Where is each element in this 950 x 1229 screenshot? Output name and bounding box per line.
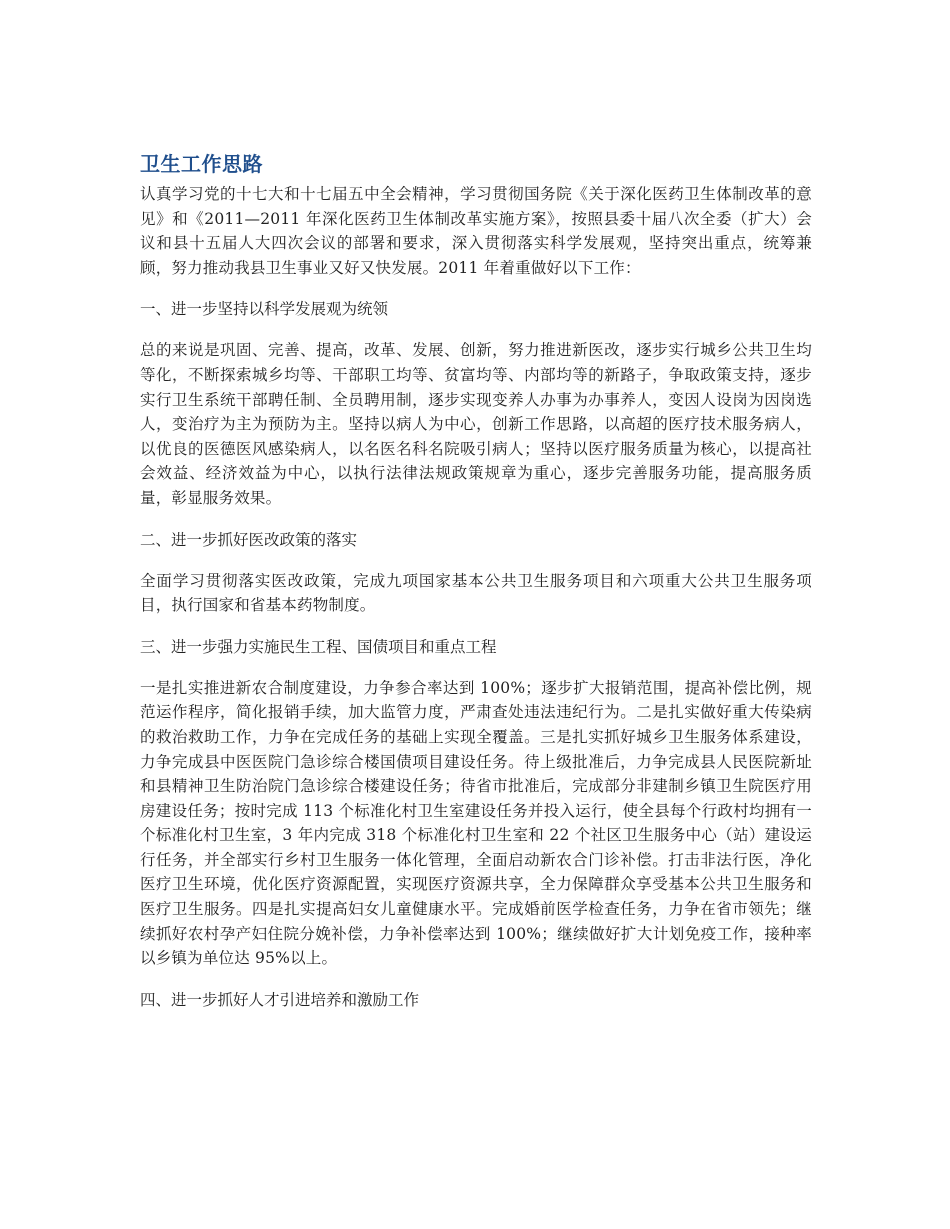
section-4 [140,988,812,1012]
section-heading: 三、进一步强力实施民生工程、国债项目和重点工程 [140,637,497,656]
section-body: 一是扎实推进新农合制度建设，力争参合率达到 100%；逐步扩大报销范围，提高补偿比例，规范运作程序，简化报销手续，加大监管力度，严肃查处违法违纪行为。二是扎实做好重大传染病的救治救助工作，力争在完成任务的基础上实现全覆盖。三是扎实抓好城乡卫生服务体系建设，力争完成县中医医院门急诊综合楼国债项目建设任务。待上级批准后，力争完成县人民医院新址和县精神卫生防治院门急诊综合楼建设任务；待省市批准后，完成部分非建制乡镇卫生院医疗用房建设任务；按时完成 113 个标准化村卫生室建设任务并投入运行，使全县每个行政村均拥有一个标准化村卫生室，3 年内完成 318 个标准化村卫生室和 22 个社区卫生服务中心（站）建设运行任务，并全部实行乡村卫生服务一体化管理，全面启动新农合门诊补偿。打击非法行医，净化医疗卫生环境，优化医疗资源配置，实现医疗资源共享，全力保障群众享受基本公共卫生服务和医疗卫生服务。四是扎实提高妇女儿童健康水平。完成婚前医学检查任务，力争在省市领先；继续抓好农村孕产妇住院分娩补偿，力争补偿率达到 100%；继续做好扩大计划免疫工作，接种率以乡镇为单位达 95%以上。 [140,678,812,968]
section-2 [140,528,812,618]
section-heading: 二、进一步抓好医改政策的落实 [140,530,358,549]
section-heading: 四、进一步抓好人才引进培养和激励工作 [140,990,420,1009]
document-title: 卫生工作思路 [140,152,263,176]
intro-paragraph: 认真学习党的十七大和十七届五中全会精神，学习贯彻国务院《关于深化医药卫生体制改革的意见》和《2011—2011 年深化医药卫生体制改革实施方案》，按照县委十届八次全委（扩大）会议和县十五届人大四次会议的部署和要求，深入贯彻落实科学发展观，坚持突出重点，统筹兼顾，努力推动我县卫生事业又好又快发展。2011 年着重做好以下工作： [140,185,812,277]
section-1 [140,297,812,510]
section-body: 全面学习贯彻落实医改政策，完成九项国家基本公共卫生服务项目和六项重大公共卫生服务项目，执行国家和省基本药物制度。 [140,571,812,615]
section-3 [140,635,812,971]
section-heading: 一、进一步坚持以科学发展观为统领 [140,300,389,319]
section-body: 总的来说是巩固、完善、提高，改革、发展、创新，努力推进新医改，逐步实行城乡公共卫生均等化，不断探索城乡均等、干部职工均等、贫富均等、内部均等的新路子，争取政策支持，逐步实行卫生系统干部聘任制、全员聘用制，逐步实现变养人办事为办事养人，变因人设岗为因岗选人，变治疗为主为预防为主。坚持以病人为中心，创新工作思路，以高超的医疗技术服务病人，以优良的医德医风感染病人，以名医名科名院吸引病人；坚持以医疗服务质量为核心，以提高社会效益、经济效益为中心，以执行法律法规政策规章为重心，逐步完善服务功能，提高服务质量，彰显服务效果。 [140,341,812,507]
document-page [140,150,812,1029]
